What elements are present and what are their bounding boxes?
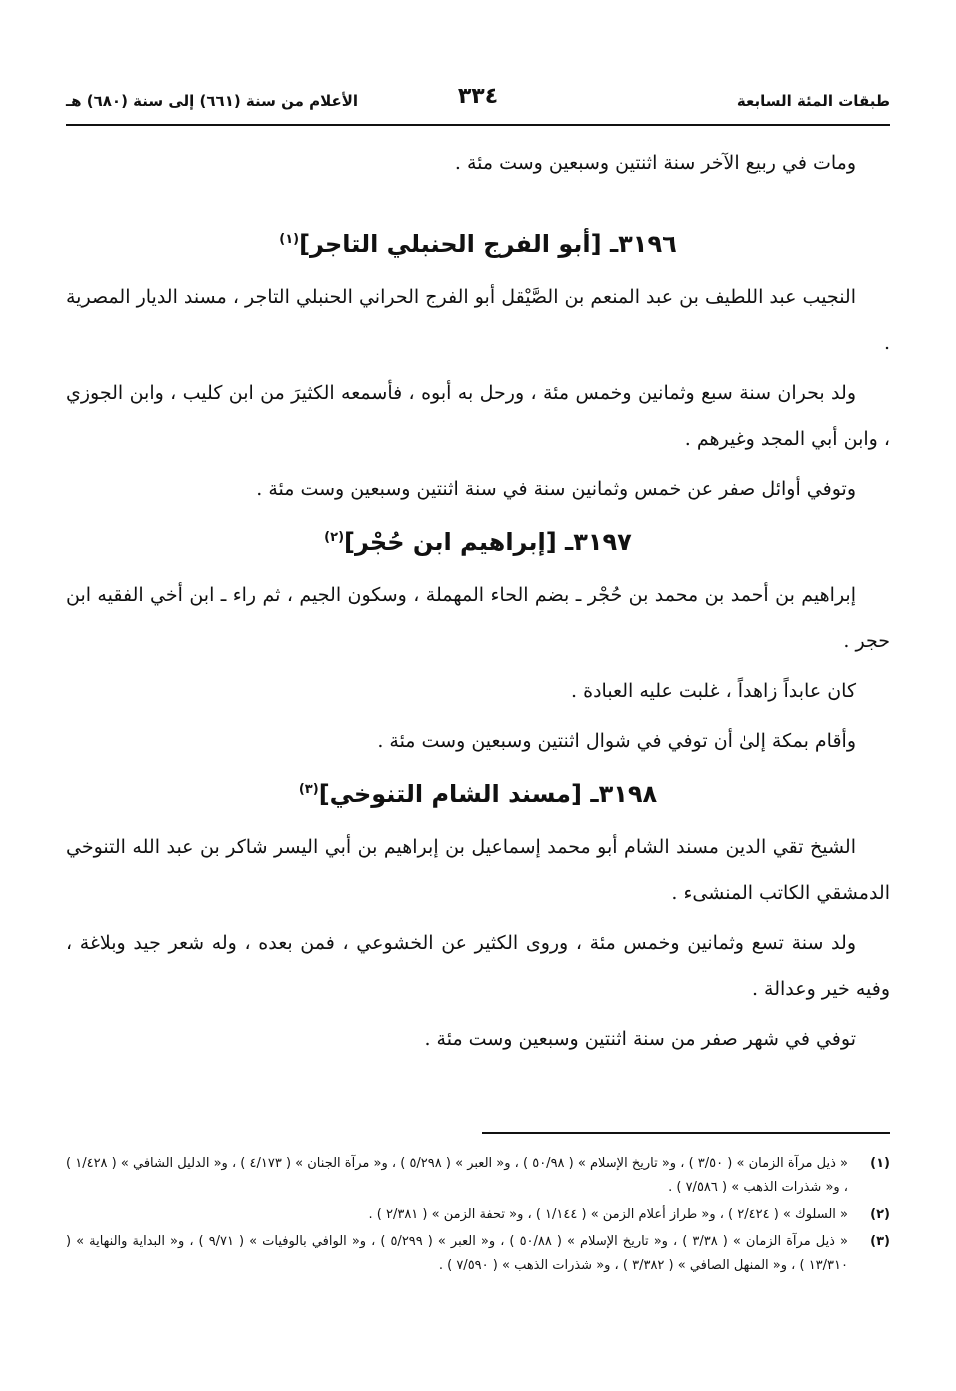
intro-line: ومات في ربيع الآخر سنة اثنتين وسبعين وست مئة . (454, 152, 856, 174)
header-book-section: طبقات المئة السابعة (736, 92, 890, 110)
footnote-text: « السلوك » ( ٢/٤٢٤ ) ، و« طراز أعلام الزمن » ( ١/١٤٤ ) ، و« تحفة الزمن » ( ٢/٣٨١ ) . (368, 1207, 848, 1222)
footnote-marker: (٢) (324, 530, 345, 545)
entry-paragraph: توفي في شهر صفر من سنة اثنتين وسبعين وست مئة . (424, 1028, 856, 1050)
footnote-marker: (١) (279, 232, 300, 247)
entry-title-text: ٣١٩٨ـ [مسند الشام التنوخي] (318, 780, 658, 808)
entry-paragraph: إبراهيم بن أحمد بن محمد بن حُجْر ـ بضم الحاء المهملة ، وسكون الجيم ، ثم راء ـ ابن أخي الفقيه ابن حجر . (66, 584, 890, 652)
header-years-range: الأعلام من سنة (٦٦١) إلى سنة (٦٨٠) هـ (66, 92, 359, 110)
entry-title-text: ٣١٩٧ـ [إبراهيم ابن حُجْر] (344, 528, 632, 556)
entry-paragraph: ولد بحران سنة سبع وثمانين وخمس مئة ، ورحل به أبوه ، فأسمعه الكثيرَ من ابن كليب ، وابن الجوزي ، وابن أبي المجد وغيرهم . (66, 382, 890, 450)
entry-paragraph: وأقام بمكة إلىٰ أن توفي في شوال اثنتين وسبعين وست مئة . (377, 730, 856, 752)
footnote-divider (482, 1132, 890, 1134)
entry-paragraph: الشيخ تقي الدين مسند الشام أبو محمد إسماعيل بن إبراهيم بن أبي اليسر شاكر بن عبد الله التنوخي الدمشقي الكاتب المنشىء . (66, 836, 890, 904)
entry-paragraph: وتوفي أوائل صفر عن خمس وثمانين سنة في سنة اثنتين وسبعين وست مئة . (256, 478, 856, 500)
main-text (66, 140, 890, 1062)
footnote-text: « ذيل مرآة الزمان » ( ٣/٥٠ ) ، و« تاريخ الإسلام » ( ٥٠/٩٨ ) ، و« العبر » ( ٥/٢٩٨ ) ، و« مرآة الجنان » ( ٤/١٧٣ ) ، و« الدليل الشافي » ( ١/٤٢٨ ) ، و« شذرات الذهب » ( ٧/٥٨٦ ) . (66, 1156, 848, 1195)
footnotes (66, 1152, 890, 1281)
entry-title-text: ٣١٩٦ـ [أبو الفرج الحنبلي التاجر] (299, 230, 677, 258)
footnote-number: (٢) (870, 1207, 890, 1222)
footnote-1 (66, 1152, 890, 1200)
entry-title-3198 (66, 764, 890, 824)
footnote-number: (١) (870, 1156, 890, 1171)
entry-title-3196 (66, 214, 890, 274)
entry-paragraph: ولد سنة تسع وثمانين وخمس مئة ، وروى الكثير عن الخشوعي ، فمن بعده ، وله شعر جيد وبلاغة ، وفيه خير وعدالة . (66, 932, 890, 1000)
footnote-3 (66, 1230, 890, 1278)
footnote-text: « ذيل مرآة الزمان » ( ٣/٣٨ ) ، و« تاريخ الإسلام » ( ٥٠/٨٨ ) ، و« العبر » ( ٥/٢٩٩ ) ، و« الوافي بالوفيات » ( ٩/٧١ ) ، و« البداية والنهاية » ( ١٣/٣١٠ ) ، و« المنهل الصافي » ( ٣/٣٨٢ ) ، و« شذرات الذهب » ( ٧/٥٩٠ ) . (66, 1234, 848, 1273)
entry-title-3197 (66, 512, 890, 572)
footnote-marker: (٣) (298, 782, 319, 797)
running-header (66, 86, 890, 118)
footnote-2 (66, 1203, 890, 1227)
page-number: ٣٣٤ (457, 84, 499, 109)
entry-paragraph: النجيب عبد اللطيف بن عبد المنعم بن الصَّيْقل أبو الفرج الحراني الحنبلي التاجر ، مسند الديار المصرية . (66, 286, 890, 354)
entry-paragraph: كان عابداً زاهداً ، غلبت عليه العبادة . (571, 680, 856, 702)
header-divider (66, 124, 890, 126)
footnote-number: (٣) (870, 1234, 890, 1249)
